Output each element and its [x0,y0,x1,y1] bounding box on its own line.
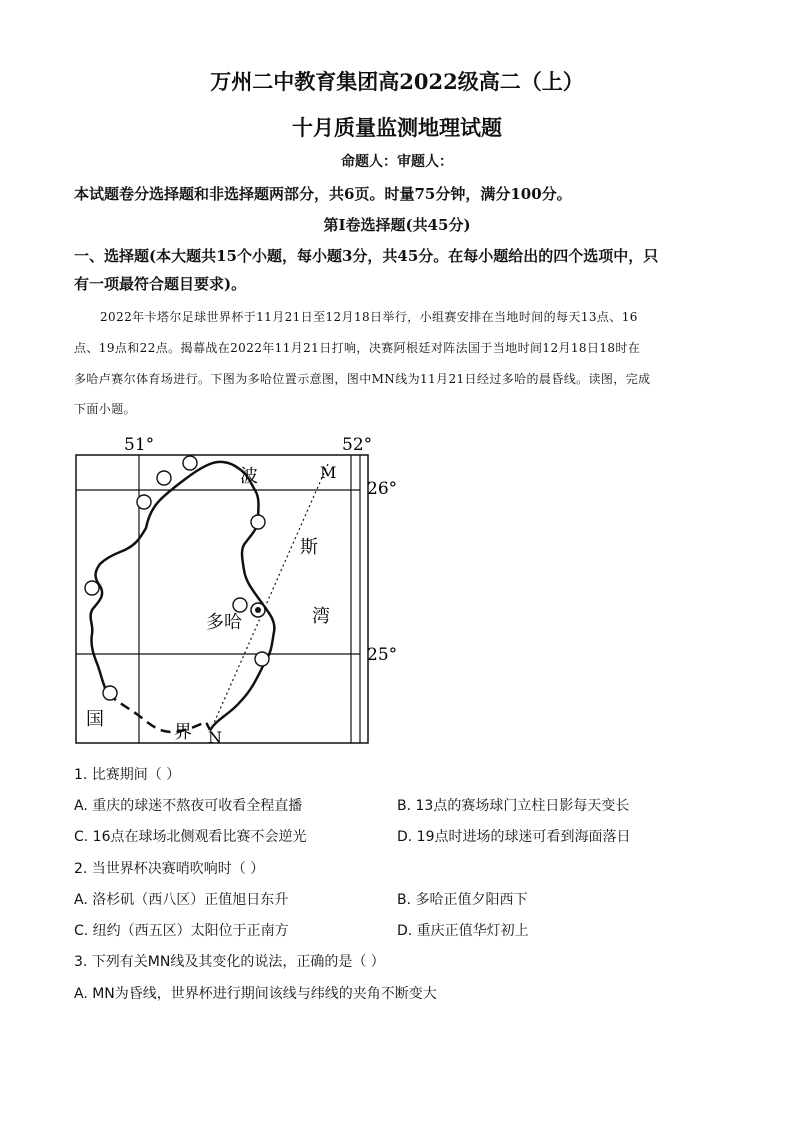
question-1-stem: 1. 比赛期间（ ） [74,767,181,783]
stadium-marker [251,515,265,529]
question-1-option-c[interactable]: C. 16点在球场北侧观看比赛不会逆光 [74,829,307,845]
doha-city-dot [255,607,261,613]
stadium-marker [85,581,99,595]
lat-26-label: 26° [367,479,398,499]
lon-51-label: 51° [124,435,155,455]
exam-info: 本试题卷分选择题和非选择题两部分，共6页。时量75分钟，满分100分。 [74,185,572,203]
lat-25-label: 25° [367,645,398,665]
passage-line3: 多哈卢赛尔体育场进行。下图为多哈位置示意图，图中MN线为11月21日经过多哈的晨昏线。读图，完成 [74,372,651,386]
question-3-option-a[interactable]: A. MN为昏线，世界杯进行期间该线与纬线的夹角不断变大 [74,986,437,1002]
doha-location-map [60,430,410,750]
part-intro-line2: 有一项最符合题目要求)。 [74,275,247,293]
exam-title-line2: 十月质量监测地理试题 [292,115,502,140]
lon-52-label: 52° [342,435,373,455]
question-2-option-a[interactable]: A. 洛杉矶（西八区）正值旭日东升 [74,892,289,908]
gulf-label-bo: 波 [240,466,258,487]
stadium-marker [103,686,117,700]
question-2-stem: 2. 当世界杯决赛哨吹响时（ ） [74,861,265,877]
question-2-option-b[interactable]: B. 多哈正值夕阳西下 [397,892,528,908]
point-n-label: N [208,728,222,747]
question-1-option-a[interactable]: A. 重庆的球迷不熬夜可收看全程直播 [74,798,303,814]
question-2-option-d[interactable]: D. 重庆正值华灯初上 [397,923,529,939]
section-title: 第Ⅰ卷选择题(共45分) [323,216,471,234]
exam-title-line1: 万州二中教育集团高2022级高二（上） [210,69,584,94]
border-label-jie: 界 [174,722,192,743]
border-label-guo: 国 [86,709,104,730]
qatar-coastline [91,462,275,730]
stadium-marker [183,456,197,470]
question-3-stem: 3. 下列有关MN线及其变化的说法，正确的是（ ） [74,954,385,970]
passage-line1: 2022年卡塔尔足球世界杯于11月21日至12月18日举行，小组赛安排在当地时间的每天13点、16 [100,310,638,324]
stadium-marker [137,495,151,509]
gulf-label-si: 斯 [300,537,318,558]
stadium-marker [157,471,171,485]
doha-label: 多哈 [206,612,242,633]
map-frame [76,455,368,743]
passage-line4: 下面小题。 [74,402,137,416]
authors-line: 命题人：审题人： [341,154,453,170]
stadium-marker [233,598,247,612]
question-1-option-d[interactable]: D. 19点时进场的球迷可看到海面落日 [397,829,631,845]
question-2-option-c[interactable]: C. 纽约（西五区）太阳位于正南方 [74,923,289,939]
part-intro-line1: 一、选择题(本大题共15个小题，每小题3分，共45分。在每小题给出的四个选项中，只 [74,247,659,265]
question-1-option-b[interactable]: B. 13点的赛场球门立柱日影每天变长 [397,798,630,814]
passage-line2: 点、19点和22点。揭幕战在2022年11月21日打响，决赛阿根廷对阵法国于当地时间12月18日18时在 [74,341,641,355]
terminator-line-mn [210,464,328,732]
stadium-marker [255,652,269,666]
international-border [108,694,210,732]
gulf-label-wan: 湾 [312,606,330,627]
point-m-label: M [320,463,337,482]
